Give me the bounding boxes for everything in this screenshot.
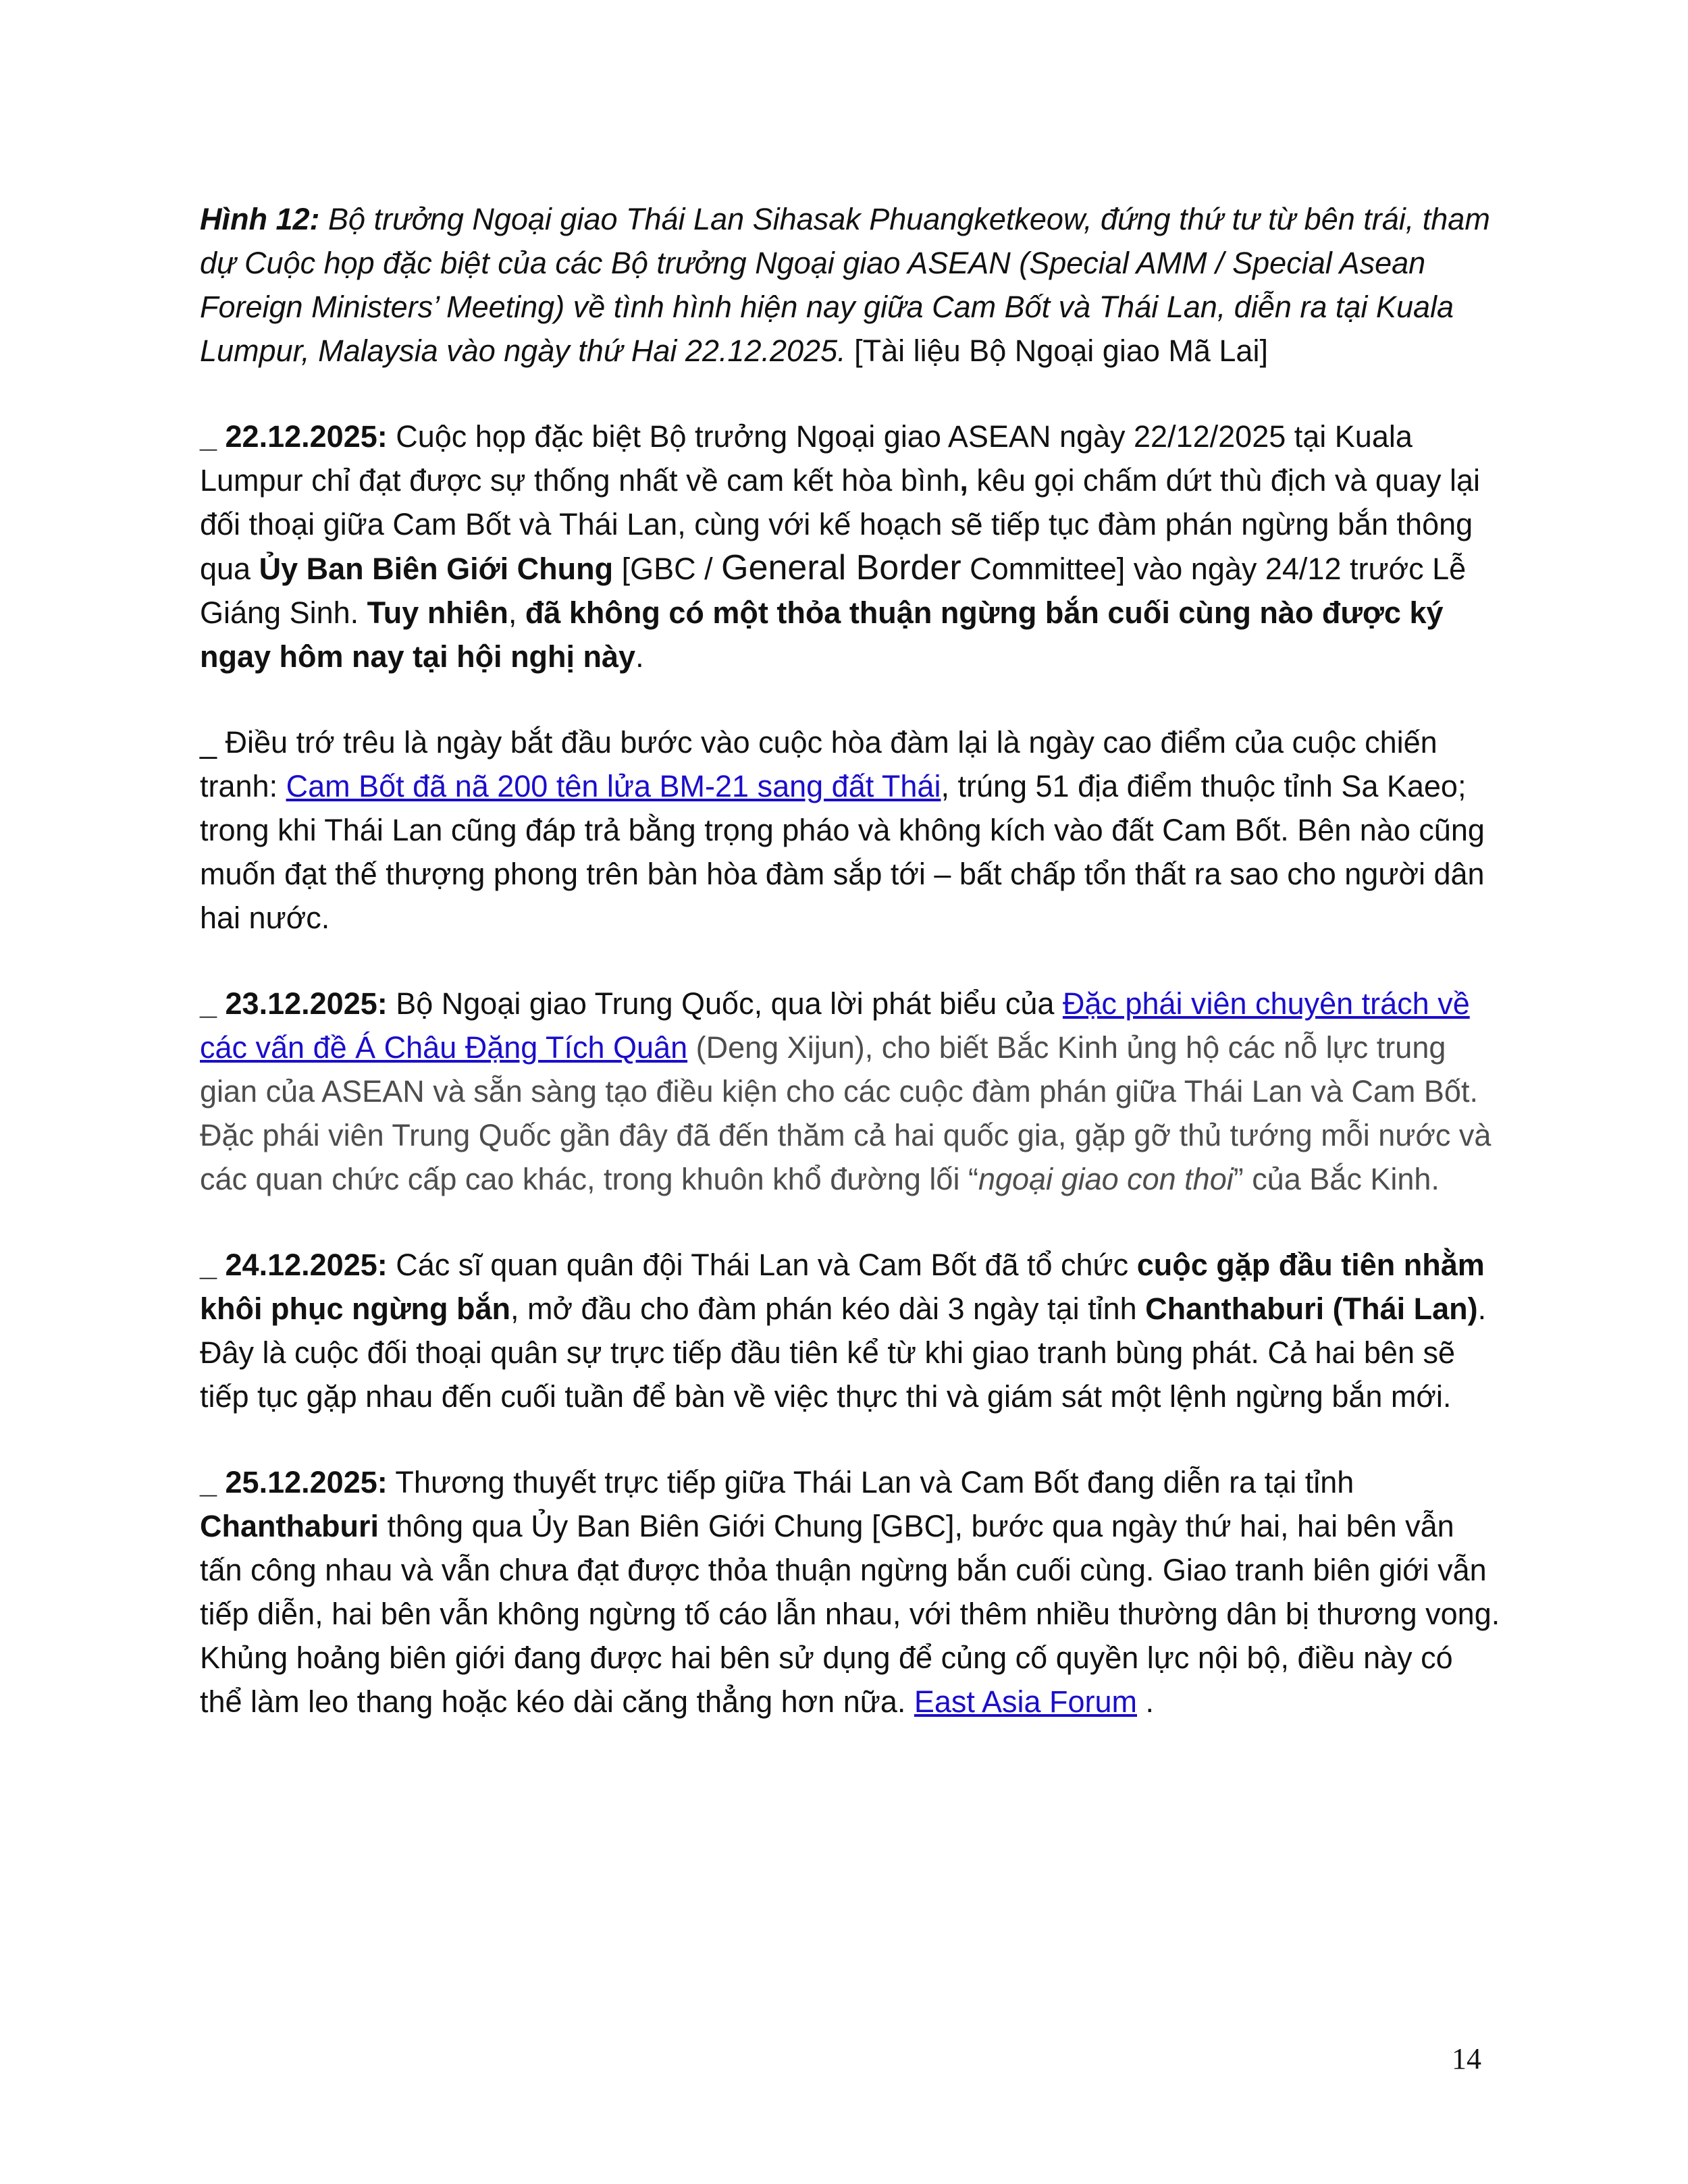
entry-text: .	[635, 639, 644, 674]
document-body	[200, 197, 1503, 1765]
entry-text: , mở đầu cho đàm phán kéo dài 3 ngày tại tỉnh	[510, 1291, 1146, 1326]
caption-text: Bộ trưởng Ngoại giao Thái Lan Sihasak Phuangketkeow, đứng thứ tư từ bên trái, tham dự Cuộc họp đặc biệt của các Bộ trưởng Ngoại giao ASEAN (Special AMM / Special Asean Foreign Ministers’ Meeting) về tình hình hiện nay giữa Cam Bốt và Thái Lan, diễn ra tại Kuala Lumpur, Malaysia vào ngày thứ Hai 22.12.2025.	[200, 202, 1490, 368]
entry-text: Committee] vào ngày 24/12 trước Lễ Giáng Sinh.	[200, 552, 1467, 630]
entry-text: [GBC /	[613, 552, 722, 586]
entry-date: _ 24.12.2025:	[200, 1248, 388, 1282]
entry-text: Bộ Ngoại giao Trung Quốc, qua lời phát biểu của	[387, 986, 1063, 1021]
link-bm21-rockets[interactable]: Cam Bốt đã nã 200 tên lửa BM-21 sang đất Thái	[286, 769, 941, 803]
caption-label: Hình 12:	[200, 202, 320, 236]
entry-text: , trúng 51 địa điểm thuộc tỉnh Sa Kaeo; trong khi Thái Lan cũng đáp trả bằng trọng pháo và không kích vào đất Cam Bốt. Bên nào cũng muốn đạt thế thượng phong trên bàn hòa đàm sắp tới – bất chấp tổn thất ra sao cho người dân hai nước.	[200, 769, 1485, 935]
entry-text-bold: ,	[959, 463, 968, 498]
entry-text-gray: ” của Bắc Kinh.	[1233, 1162, 1440, 1196]
entry-text-bold: Tuy nhiên	[367, 595, 508, 630]
entry-date: _ 25.12.2025:	[200, 1465, 388, 1499]
caption-source: [Tài liệu Bộ Ngoại giao Mã Lai]	[845, 334, 1268, 368]
entry-text-gray: (Deng Xijun), cho biết Bắc Kinh ủng hộ các nỗ lực trung gian của ASEAN và sẵn sàng tạo điều kiện cho các cuộc đàm phán giữa Thái Lan và Cam Bốt. Đặc phái viên Trung Quốc gần đây đã đến thăm cả hai quốc gia, gặp gỡ thủ tướng mỗi nước và các quan chức cấp cao khác, trong khuôn khổ đường lối “	[200, 1030, 1492, 1196]
entry-text-bold: Chanthaburi	[200, 1509, 379, 1543]
entry-text-bold: Chanthaburi (Thái Lan)	[1145, 1291, 1478, 1326]
link-east-asia-forum[interactable]: East Asia Forum	[914, 1684, 1137, 1719]
entry-22-12-2025	[200, 415, 1503, 678]
entry-text: Cuộc họp đặc biệt Bộ trưởng Ngoại giao ASEAN ngày 22/12/2025 tại Kuala Lumpur chỉ đạt được sự thống nhất về cam kết hòa bình	[200, 419, 1413, 498]
entry-text: ,	[508, 595, 525, 630]
entry-text-bold: cuộc gặp đầu tiên nhằm khôi phục ngừng bắn	[200, 1248, 1485, 1326]
entry-text: .	[1137, 1684, 1155, 1719]
entry-25-12-2025	[200, 1460, 1503, 1724]
entry-text-italic: ngoại giao con thoi	[978, 1162, 1234, 1196]
link-deng-xijun[interactable]: Đặc phái viên chuyên trách về các vấn đề Á Châu Đặng Tích Quân	[200, 986, 1470, 1065]
entry-text: Thương thuyết trực tiếp giữa Thái Lan và Cam Bốt đang diễn ra tại tỉnh	[387, 1465, 1354, 1499]
figure-caption	[200, 197, 1503, 373]
entry-text: kêu gọi chấm dứt thù địch và quay lại đối thoại giữa Cam Bốt và Thái Lan, cùng với kế hoạch sẽ tiếp tục đàm phán ngừng bắn thông qua	[200, 463, 1480, 586]
entry-text: Các sĩ quan quân đội Thái Lan và Cam Bốt đã tổ chức	[387, 1248, 1137, 1282]
entry-text: thông qua Ủy Ban Biên Giới Chung [GBC], bước qua ngày thứ hai, hai bên vẫn tấn công nhau và vẫn chưa đạt được thỏa thuận ngừng bắn cuối cùng. Giao tranh biên giới vẫn tiếp diễn, hai bên vẫn không ngừng tố cáo lẫn nhau, với thêm nhiều thường dân bị thương vong. Khủng hoảng biên giới đang được hai bên sử dụng để củng cố quyền lực nội bộ, điều này có thể làm leo thang hoặc kéo dài căng thẳng hơn nữa.	[200, 1509, 1500, 1719]
entry-text-bold: đã không có một thỏa thuận ngừng bắn cuối cùng nào được ký ngay hôm nay tại hội nghị này	[200, 595, 1444, 674]
entry-24-12-2025	[200, 1243, 1503, 1418]
entry-text: _ Điều trớ trêu là ngày bắt đầu bước vào cuộc hòa đàm lại là ngày cao điểm của cuộc chiến tranh:	[200, 725, 1438, 803]
entry-date: _ 22.12.2025:	[200, 419, 388, 454]
entry-text-bold: Ủy Ban Biên Giới Chung	[259, 552, 614, 586]
entry-date: _ 23.12.2025:	[200, 986, 388, 1021]
entry-23-12-2025	[200, 982, 1503, 1201]
entry-text-large: General Border	[721, 548, 961, 587]
entry-irony	[200, 720, 1503, 940]
page-number: 14	[1452, 2042, 1481, 2075]
entry-text: . Đây là cuộc đối thoại quân sự trực tiếp đầu tiên kể từ khi giao tranh bùng phát. Cả hai bên sẽ tiếp tục gặp nhau đến cuối tuần để bàn về việc thực thi và giám sát một lệnh ngừng bắn mới.	[200, 1291, 1487, 1414]
